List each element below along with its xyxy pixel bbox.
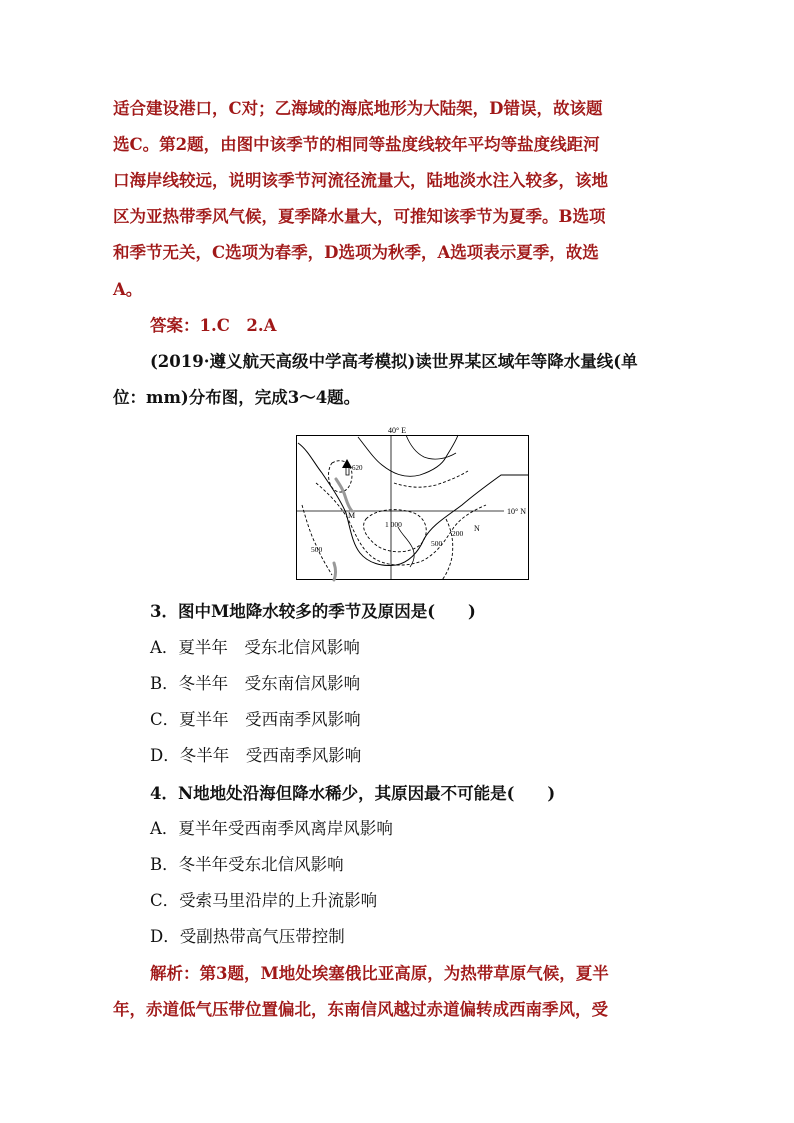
question-stem: 3．图中M地降水较多的季节及原因是( ) bbox=[150, 602, 476, 621]
explanation-line: 区为亚热带季风气候，夏季降水量大，可推知该季节为夏季。B选项 bbox=[113, 207, 606, 226]
isohyet-label-500: 500 bbox=[431, 539, 443, 548]
analysis-text: 第3题，M地处埃塞俄比亚高原，为热带草原气候，夏半 bbox=[199, 964, 609, 983]
question-intro: 位：mm)分布图，完成3～4题。 bbox=[113, 388, 361, 407]
isohyet-label-620: 620 bbox=[352, 464, 363, 472]
explanation-line: A。 bbox=[113, 280, 143, 299]
answer-label: 答案： bbox=[150, 316, 200, 335]
option: B．冬半年受东北信风影响 bbox=[150, 855, 344, 874]
explanation-line: 口海岸线较远，说明该季节河流径流量大，陆地淡水注入较多，该地 bbox=[113, 171, 608, 190]
analysis-label: 解析： bbox=[150, 964, 200, 983]
lon-label: 40° E bbox=[388, 426, 407, 435]
analysis-line bbox=[150, 963, 609, 985]
question-intro: (2019·遵义航天高级中学高考模拟)读世界某区域年等降水量线(单 bbox=[150, 352, 638, 371]
explanation-line: 适合建设港口，C对；乙海域的海底地形为大陆架，D错误，故该题 bbox=[113, 99, 603, 118]
question-stem: 4．N地地处沿海但降水稀少，其原因最不可能是( ) bbox=[150, 784, 556, 803]
explanation-line: 选C。第2题，由图中该季节的相同等盐度线较年平均等盐度线距河 bbox=[113, 135, 600, 154]
isohyet-label-200: 200 bbox=[452, 529, 464, 538]
option: D．受副热带高气压带控制 bbox=[150, 927, 345, 946]
point-m-label: M bbox=[348, 511, 356, 520]
isohyet-label-500-west: 500 bbox=[311, 545, 323, 554]
option: A．夏半年 受东北信风影响 bbox=[150, 638, 360, 657]
answer-line bbox=[150, 315, 276, 337]
river-south bbox=[334, 563, 336, 580]
option: C．受索马里沿岸的上升流影响 bbox=[150, 891, 378, 910]
answer-value: 1.C 2.A bbox=[199, 316, 277, 335]
isohyet-label-1000: 1 000 bbox=[385, 520, 402, 529]
option: B．冬半年 受东南信风影响 bbox=[150, 674, 361, 693]
precipitation-isohyet-map bbox=[296, 426, 529, 580]
map-frame bbox=[297, 436, 529, 580]
point-n-label: N bbox=[474, 524, 480, 533]
option: D．冬半年 受西南季风影响 bbox=[150, 746, 362, 765]
analysis-line: 年，赤道低气压带位置偏北，东南信风越过赤道偏转成西南季风，受 bbox=[113, 1000, 608, 1019]
lat-label: 10° N bbox=[507, 507, 526, 516]
explanation-line: 和季节无关，C选项为春季，D选项为秋季，A选项表示夏季，故选 bbox=[113, 243, 599, 262]
option: A．夏半年受西南季风离岸风影响 bbox=[150, 819, 393, 838]
option: C．夏半年 受西南季风影响 bbox=[150, 710, 361, 729]
